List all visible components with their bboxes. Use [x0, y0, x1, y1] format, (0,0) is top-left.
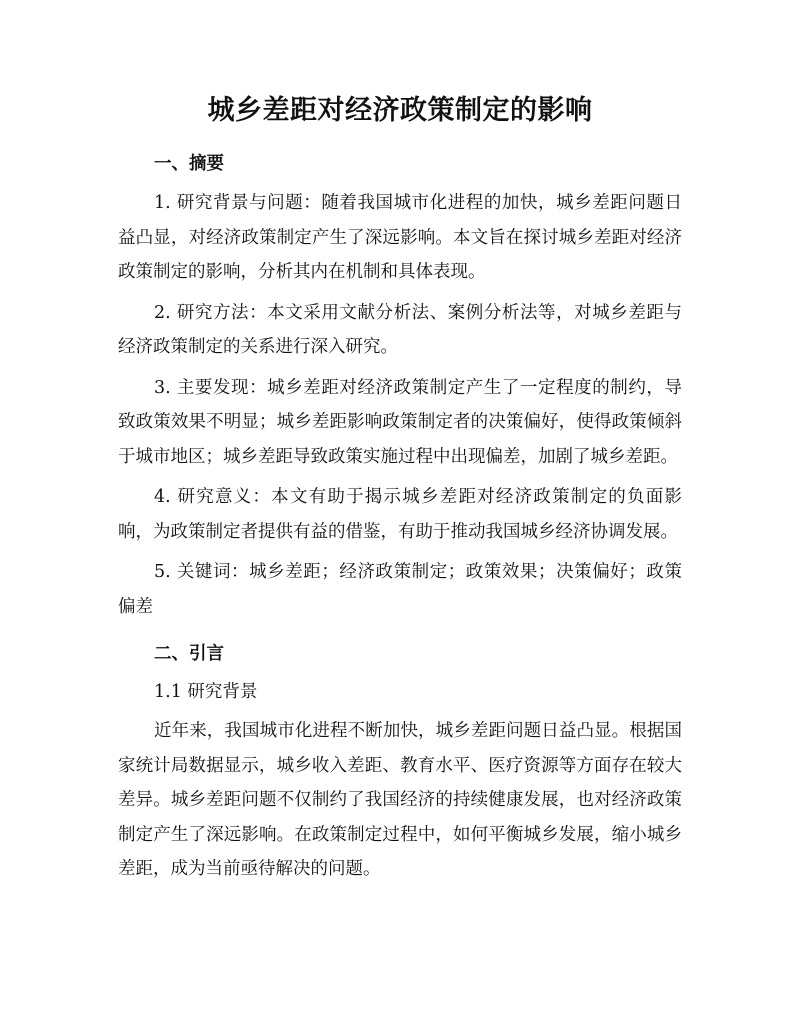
abstract-item-method: 2. 研究方法：本文采用文献分析法、案例分析法等，对城乡差距与经济政策制定的关系进行深入研究。: [118, 302, 682, 357]
abstract-item-background: 1. 研究背景与问题：随着我国城市化进程的加快，城乡差距问题日益凸显，对经济政策制定产生了深远影响。本文旨在探讨城乡差距对经济政策制定的影响，分析其内在机制和具体表现。: [118, 193, 682, 282]
abstract-item-findings: 3. 主要发现：城乡差距对经济政策制定产生了一定程度的制约，导致政策效果不明显；城乡差距影响政策制定者的决策偏好，使得政策倾斜于城市地区；城乡差距导致政策实施过程中出现偏差，加剧了城乡差距。: [118, 377, 682, 467]
section-heading-introduction: 二、引言: [154, 644, 224, 664]
document-page: [118, 88, 682, 887]
subsection-heading-background: 1.1 研究背景: [154, 682, 258, 702]
document-title: 城乡差距对经济政策制定的影响: [207, 95, 593, 126]
abstract-item-keywords: 5. 关键词：城乡差距；经济政策制定；政策效果；决策偏好；政策偏差: [118, 562, 682, 617]
abstract-item-significance: 4. 研究意义：本文有助于揭示城乡差距对经济政策制定的负面影响，为政策制定者提供有益的借鉴，有助于推动我国城乡经济协调发展。: [118, 487, 682, 542]
section-heading-abstract: 一、摘要: [154, 154, 224, 174]
background-paragraph: 近年来，我国城市化进程不断加快，城乡差距问题日益凸显。根据国家统计局数据显示，城乡收入差距、教育水平、医疗资源等方面存在较大差异。城乡差距问题不仅制约了我国经济的持续健康发展，也对经济政策制定产生了深远影响。在政策制定过程中，如何平衡城乡发展，缩小城乡差距，成为当前亟待解决的问题。: [118, 721, 682, 879]
